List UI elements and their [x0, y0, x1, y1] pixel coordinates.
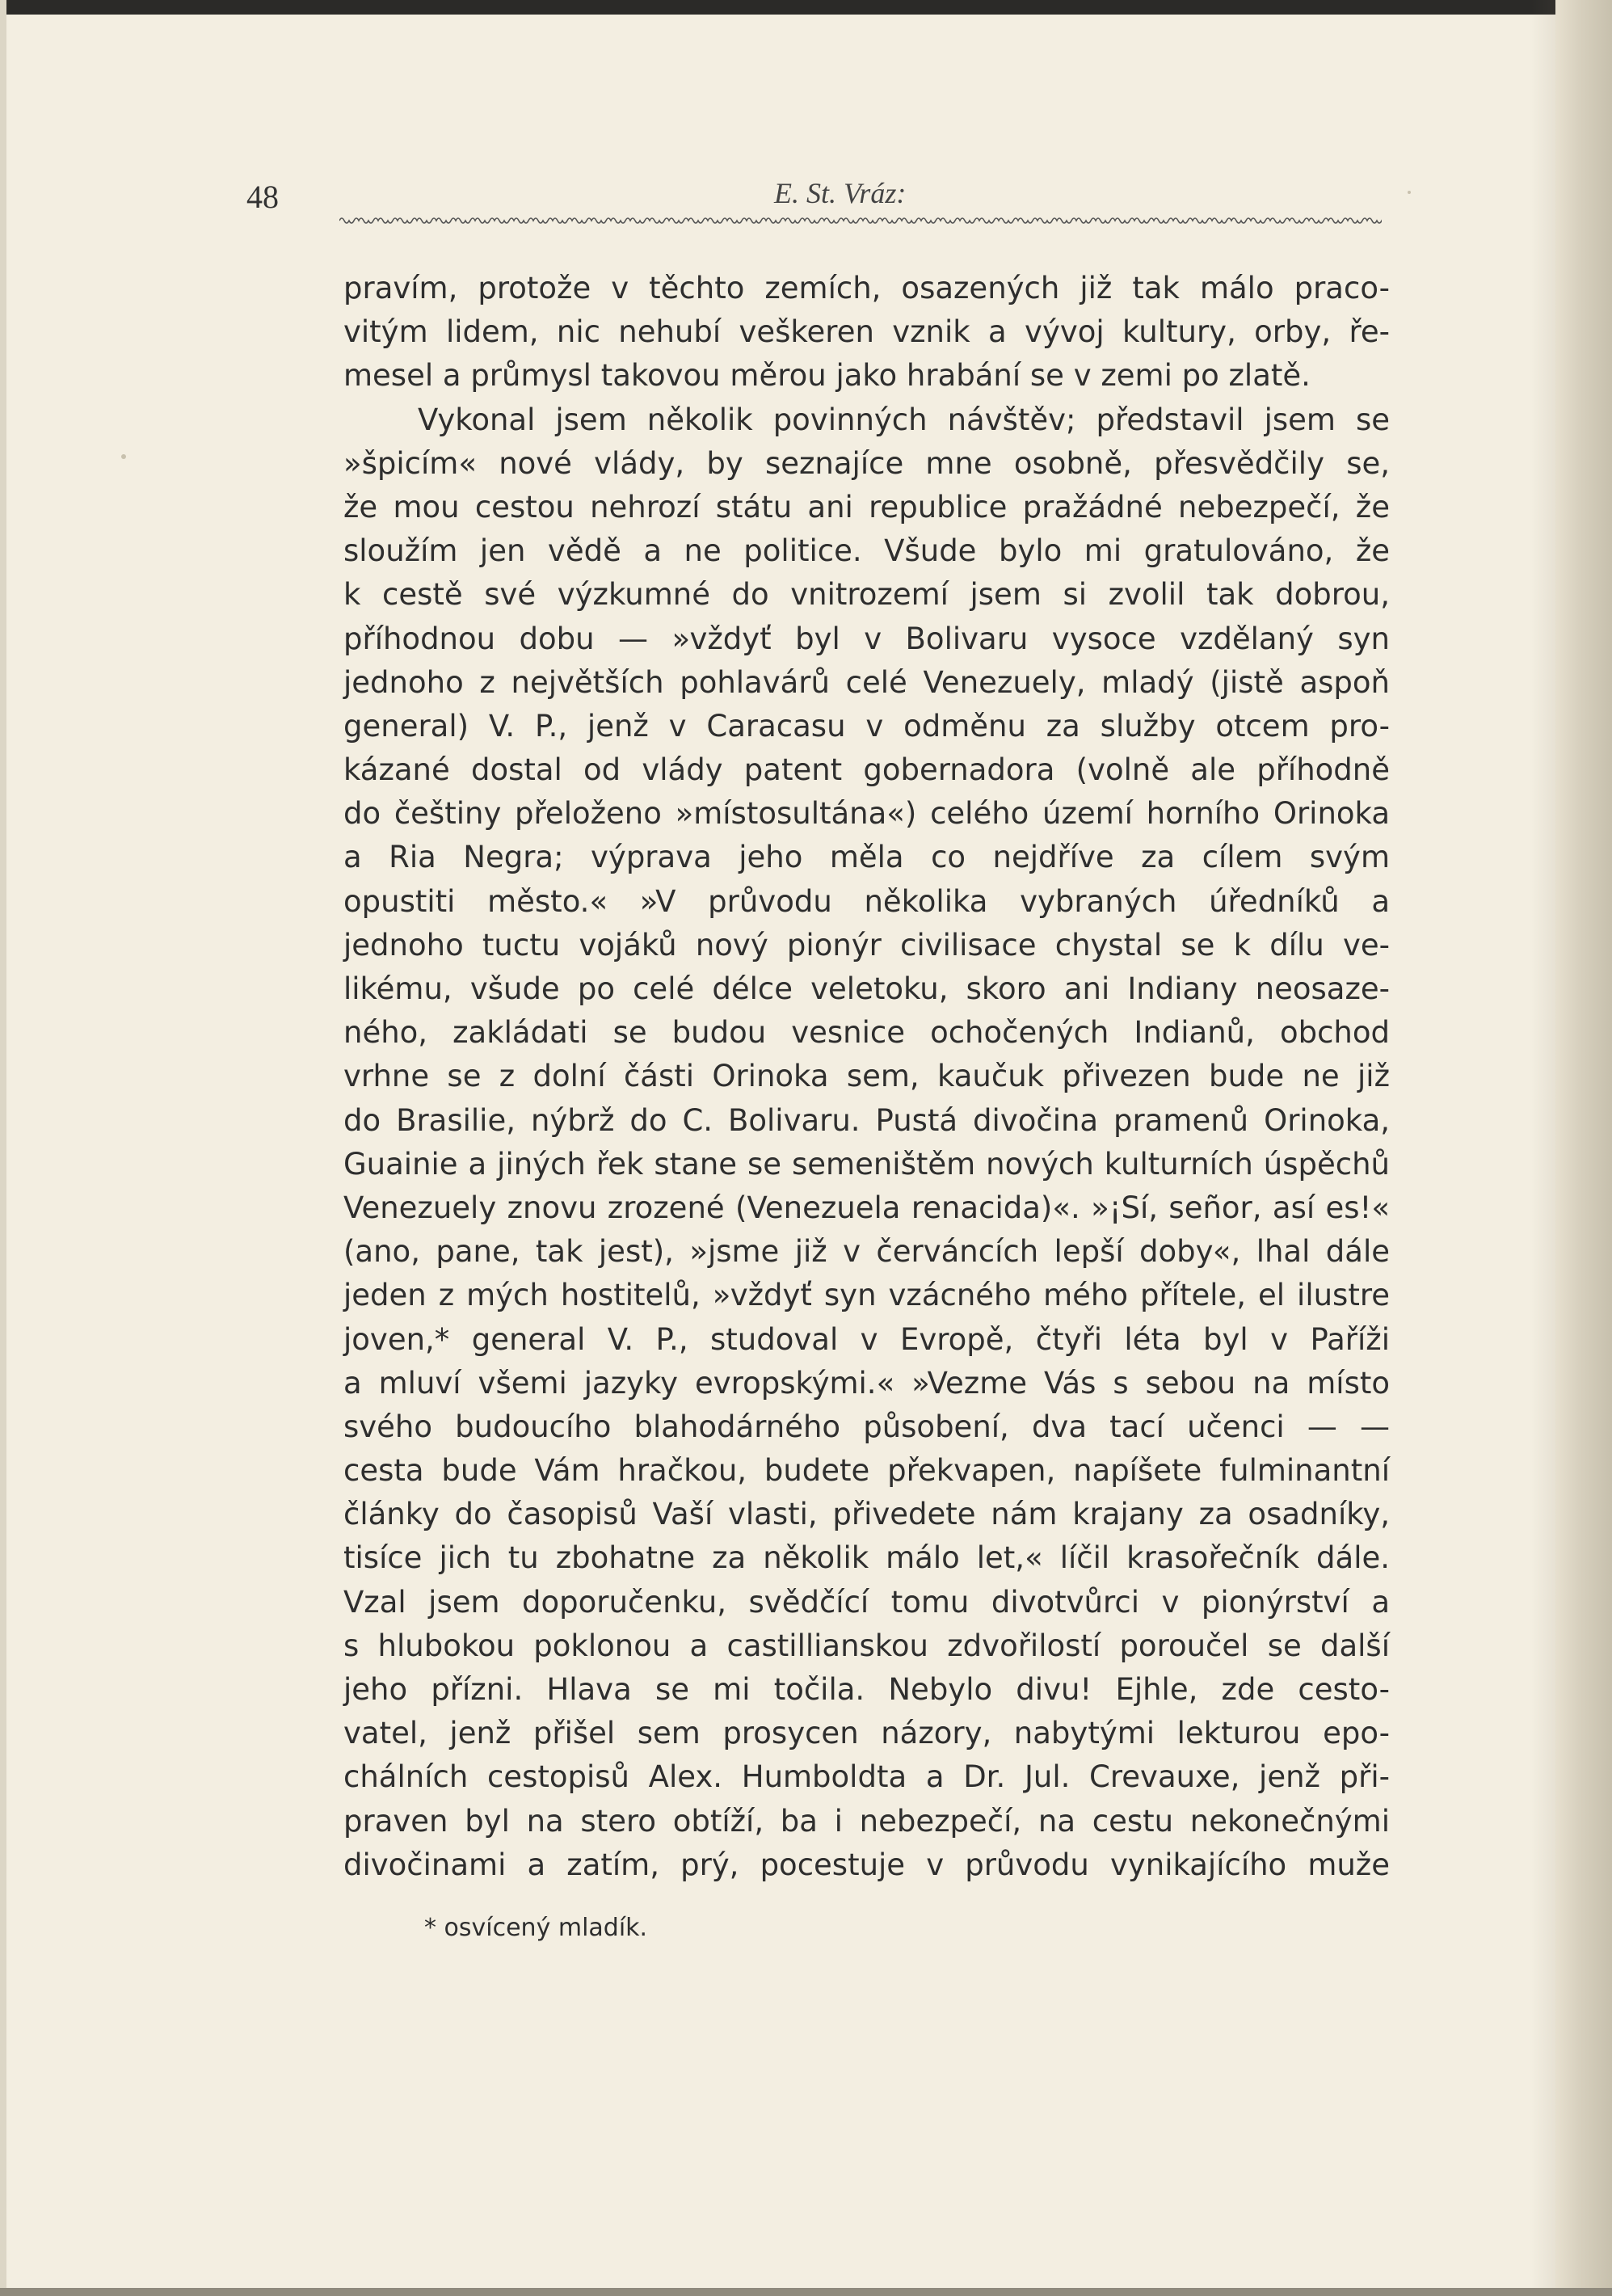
- text-line: divočinami a zatím, prý, pocestuje v průvodu vynikajícího muže: [343, 1847, 1390, 1882]
- text-line: Vzal jsem doporučenku, svědčící tomu divotvůrci v pionýrství a: [343, 1584, 1390, 1620]
- text-line: (ano, pane, tak jest), »jsme již v červáncích lepší doby«, lhal dále: [343, 1234, 1390, 1270]
- scan-left-edge: [0, 0, 6, 2296]
- text-line: cesta bude Vám hračkou, budete překvapen, napíšete fulminantní: [343, 1453, 1390, 1489]
- text-line: vatel, jenž přišel sem prosycen názory, nabytými lekturou epo-: [343, 1716, 1390, 1751]
- text-line: články do časopisů Vaší vlasti, přivedete nám krajany za osadníky,: [343, 1497, 1390, 1532]
- text-line: do češtiny přeloženo »místosultána«) celého území horního Orinoka: [343, 796, 1390, 832]
- text-line: general) V. P., jenž v Caracasu v odměnu za služby otcem pro-: [343, 708, 1390, 744]
- wavy-rule: [339, 212, 1382, 230]
- spine-shadow: [1531, 0, 1555, 2296]
- running-head: E. St. Vráz:: [774, 177, 907, 209]
- body-text: [343, 267, 1390, 1887]
- text-line: praven byl na stero obtíží, ba i nebezpečí, na cestu nekonečnými: [343, 1803, 1390, 1839]
- text-line: vitým lidem, nic nehubí veškeren vznik a vývoj kultury, orby, ře-: [343, 314, 1390, 350]
- text-line: kázané dostal od vlády patent gobernadora (volně ale příhodně: [343, 752, 1390, 788]
- text-line: likému, všude po celé délce veletoku, skoro ani Indiany neosaze-: [343, 971, 1390, 1006]
- scan-bottom-edge: [0, 2288, 1612, 2296]
- text-line: a Ria Negra; výprava jeho měla co nejdříve za cílem svým: [343, 840, 1390, 875]
- text-line: jednoho z největších pohlavárů celé Venezuely, mladý (jistě aspoň: [343, 664, 1390, 700]
- text-line: jeho přízni. Hlava se mi točila. Nebylo divu! Ejhle, zde cesto-: [343, 1672, 1390, 1707]
- text-line: mesel a průmysl takovou měrou jako hrabání se v zemi po zlatě.: [343, 358, 1311, 394]
- text-line: joven,* general V. P., studoval v Evropě, čtyři léta byl v Paříži: [343, 1321, 1390, 1357]
- footnote: * osvícený mladík.: [424, 1914, 648, 1942]
- text-line: že mou cestou nehrozí státu ani republice pražádné nebezpečí, že: [343, 489, 1390, 524]
- text-line: vrhne se z dolní části Orinoka sem, kaučuk přivezen bude ne již: [343, 1059, 1390, 1094]
- text-line: Vykonal jsem několik povinných návštěv; představil jsem se: [418, 402, 1390, 437]
- text-line: jeden z mých hostitelů, »vždyť syn vzácného mého přítele, el ilustre: [343, 1278, 1390, 1313]
- text-line: opustiti město.« »V průvodu několika vybraných úředníků a: [343, 883, 1390, 919]
- text-line: chálních cestopisů Alex. Humboldta a Dr. Jul. Crevauxe, jenž při-: [343, 1759, 1390, 1795]
- paper-speck: [121, 454, 126, 459]
- text-line: do Brasilie, nýbrž do C. Bolivaru. Pustá divočina pramenů Orinoka,: [343, 1102, 1390, 1138]
- paper-speck: [1408, 191, 1411, 194]
- scan-top-edge: [0, 0, 1612, 15]
- text-line: ného, zakládati se budou vesnice ochočených Indianů, obchod: [343, 1015, 1390, 1051]
- text-line: jednoho tuctu vojáků nový pionýr civilisace chystal se k dílu ve-: [343, 927, 1390, 963]
- text-line: tisíce jich tu zbohatne za několik málo let,« líčil krasořečník dále.: [343, 1540, 1390, 1576]
- text-line: s hlubokou poklonou a castillianskou zdvořilostí poroučel se další: [343, 1628, 1390, 1663]
- scan-right-edge: [1555, 0, 1612, 2296]
- text-line: svého budoucího blahodárného působení, dva tací učenci — —: [343, 1409, 1390, 1444]
- text-line: Guainie a jiných řek stane se semeništěm nových kulturních úspěchů: [343, 1146, 1390, 1182]
- text-line: a mluví všemi jazyky evropskými.« »Vezme Vás s sebou na místo: [343, 1365, 1390, 1401]
- text-line: příhodnou dobu — »vždyť byl v Bolivaru vysoce vzdělaný syn: [343, 621, 1390, 656]
- text-line: k cestě své výzkumné do vnitrozemí jsem si zvolil tak dobrou,: [343, 577, 1390, 613]
- text-line: pravím, protože v těchto zemích, osazených již tak málo praco-: [343, 271, 1390, 305]
- text-line: »špicím« nové vlády, by seznajíce mne osobně, přesvědčily se,: [343, 445, 1390, 481]
- text-line: Venezuely znovu zrozené (Venezuela renacida)«. »¡Sí, señor, así es!«: [343, 1190, 1390, 1225]
- page-number: 48: [246, 179, 279, 215]
- text-line: sloužím jen vědě a ne politice. Všude bylo mi gratulováno, že: [343, 533, 1390, 569]
